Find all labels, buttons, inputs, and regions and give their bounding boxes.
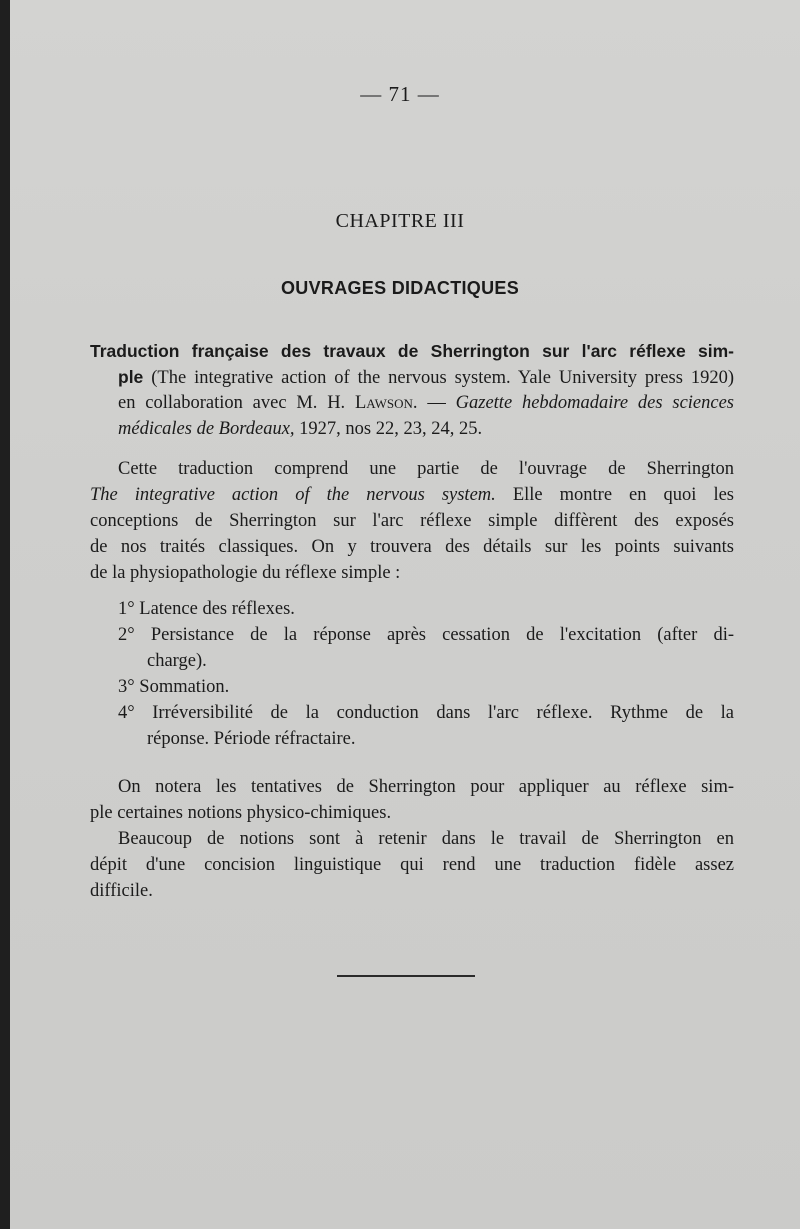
list-item-4 xyxy=(118,700,734,726)
list-text: Irréversibilité de la conduction dans l'arc réflexe. Rythme de la xyxy=(152,703,734,723)
paragraph-1-line-3: conceptions de Sherrington sur l'arc réflexe simple diffèrent des exposés xyxy=(90,511,734,531)
paragraph-3-line-3: difficile. xyxy=(90,881,153,901)
list-number: 3° xyxy=(118,677,135,697)
list-number: 1° xyxy=(118,599,135,619)
reference-journal: Gazette hebdomadaire des sciences xyxy=(455,393,735,413)
chapter-heading: CHAPITRE III xyxy=(335,210,465,232)
paragraph-1-line-1: Cette traduction comprend une partie de l'ouvrage de Sherrington xyxy=(118,459,734,479)
list-item-1 xyxy=(118,596,762,622)
paragraph-3-line-1: Beaucoup de notions sont à retenir dans le travail de Sherrington en xyxy=(118,829,734,849)
paragraph-1-line-2 xyxy=(90,482,734,508)
reference-journal-end: médicales de Bordeaux, xyxy=(118,419,295,439)
reference-line-1 xyxy=(90,338,734,365)
section-title: OUVRAGES DIDACTIQUES xyxy=(280,278,520,298)
reference-dash: . — xyxy=(412,393,446,413)
paragraph-2-line-1: On notera les tentatives de Sherrington pour appliquer au réflexe sim- xyxy=(118,777,734,797)
reference-line-3 xyxy=(118,390,734,416)
page-number: — 71 — xyxy=(360,82,440,106)
list-item-2-cont: charge). xyxy=(147,651,207,671)
reference-collab: en collaboration avec M. H. xyxy=(118,393,346,413)
list-text: Sommation. xyxy=(139,677,230,697)
paragraph-1-text: Elle montre en quoi les xyxy=(512,485,734,505)
paragraph-1-line-4: de nos traités classiques. On y trouvera des détails sur les points suivants xyxy=(90,537,734,557)
reference-issues: 1927, nos 22, 23, 24, 25. xyxy=(299,419,483,439)
list-number: 2° xyxy=(118,625,135,645)
reference-line-2 xyxy=(118,364,734,391)
list-number: 4° xyxy=(118,703,135,723)
list-text: Persistance de la réponse après cessation de l'excitation (after di- xyxy=(150,625,735,645)
reference-title-end: ple xyxy=(118,367,144,387)
list-item-2 xyxy=(118,622,734,648)
book-title: The integrative action of the nervous system. xyxy=(90,485,496,505)
list-item-4-cont: réponse. Période réfractaire. xyxy=(147,729,356,749)
reference-author: Lawson xyxy=(354,393,413,413)
list-item-3 xyxy=(118,674,762,700)
paragraph-2-line-2: ple certaines notions physico-chimiques. xyxy=(90,803,392,823)
reference-title: Traduction française des travaux de Sherrington sur l'arc réflexe sim- xyxy=(90,341,734,361)
end-rule-divider xyxy=(337,975,475,977)
reference-line-4 xyxy=(118,416,734,442)
reference-source: (The integrative action of the nervous system. Yale University press 1920) xyxy=(151,368,735,388)
paragraph-1-line-5: de la physiopathologie du réflexe simple : xyxy=(90,563,401,583)
paragraph-3-line-2: dépit d'une concision linguistique qui rend une traduction fidèle assez xyxy=(90,855,734,875)
list-text: Latence des réflexes. xyxy=(139,599,295,619)
